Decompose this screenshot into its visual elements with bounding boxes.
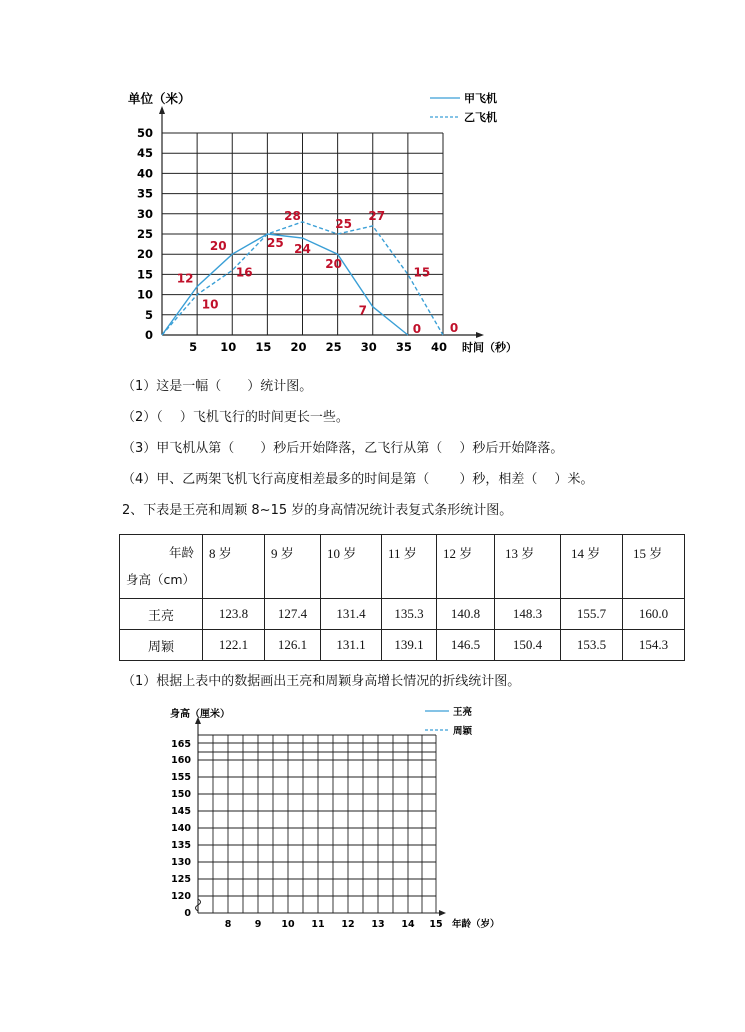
y-tick-label: 0: [184, 908, 191, 919]
y-tick-label: 150: [171, 789, 191, 800]
y-tick-label: 125: [171, 874, 191, 885]
data-label: 27: [368, 208, 386, 223]
x-tick-label: 8: [224, 919, 232, 930]
chart-1-data-labels: [177, 209, 458, 336]
y-tick-label: 135: [171, 840, 191, 851]
x-tick-label: 10: [220, 340, 237, 354]
table-row: [120, 599, 685, 630]
age-header-11: 11 岁: [382, 535, 437, 599]
table-cell: 131.1: [321, 630, 382, 661]
chart-2-y-ticks: [171, 739, 191, 919]
data-label: 28: [284, 208, 301, 223]
x-tick-label: 15: [255, 340, 272, 354]
table-cell: 126.1: [265, 630, 321, 661]
age-header-10: 10 岁: [321, 535, 382, 599]
y-tick-label: 5: [144, 307, 153, 322]
data-label: 24: [294, 242, 311, 257]
table-cell: 148.3: [495, 599, 561, 630]
y-tick-label: 25: [136, 227, 153, 241]
table-cell: 150.4: [495, 630, 561, 661]
x-tick-label: 9: [254, 919, 262, 930]
y-tick-label: 160: [171, 755, 191, 766]
corner-label-age: 年龄: [168, 545, 194, 560]
x-tick-label: 20: [290, 340, 307, 354]
table-cell: 131.4: [321, 599, 382, 630]
age-header-12: 12 岁: [437, 535, 495, 599]
table-cell: 127.4: [265, 599, 321, 630]
y-tick-label: 10: [136, 287, 153, 302]
series-line-jia: [162, 234, 408, 335]
x-tick-label: 10: [281, 919, 295, 930]
sub-question-1: （1）根据上表中的数据画出王亮和周颖身高增长情况的折线统计图。: [122, 674, 521, 689]
x-tick-label: 30: [360, 340, 377, 354]
height-table: [119, 534, 685, 661]
x-tick-label: 25: [325, 340, 342, 354]
legend-label-wang: 王亮: [453, 707, 473, 718]
table-cell: 135.3: [382, 599, 437, 630]
y-tick-label: 30: [136, 206, 153, 221]
x-tick-label: 15: [429, 919, 443, 930]
x-tick-label: 35: [395, 340, 412, 354]
y-tick-label: 145: [171, 806, 191, 817]
table-cell: 154.3: [623, 630, 685, 661]
y-tick-label: 40: [136, 166, 153, 181]
x-tick-label: 40: [430, 340, 448, 354]
chart-2-x-arrow: [439, 910, 446, 916]
question-3: （3）甲飞机从第（ ）秒后开始降落，乙飞行从第（ ）秒后开始降落。: [122, 441, 564, 456]
chart-2-grid: [198, 735, 436, 913]
y-tick-label: 50: [136, 126, 153, 140]
y-tick-label: 0: [144, 328, 153, 342]
data-label: 10: [201, 297, 219, 312]
y-tick-label: 45: [136, 146, 153, 161]
legend-label-zhou: 周颖: [453, 726, 473, 737]
y-tick-label: 120: [171, 891, 191, 902]
section-2-heading: 2、下表是王亮和周颖 8~15 岁的身高情况统计表复式条形统计图。: [122, 503, 513, 518]
chart-2-y-title: 身高（厘米）: [170, 709, 230, 720]
legend-label-yi: 乙飞机: [464, 111, 497, 124]
table-cell: 146.5: [437, 630, 495, 661]
table-cell: 122.1: [203, 630, 265, 661]
legend-label-jia: 甲飞机: [464, 92, 497, 105]
table-cell: 160.0: [623, 599, 685, 630]
table-corner-cell: [120, 535, 203, 599]
x-tick-label: 13: [371, 919, 385, 930]
chart-1-x-title: 时间（秒）: [462, 341, 517, 354]
question-1: （1）这是一幅（ ）统计图。: [122, 379, 313, 394]
data-label: 16: [235, 265, 253, 280]
chart-2: [0, 695, 745, 945]
y-tick-label: 140: [171, 823, 191, 834]
table-cell: 140.8: [437, 599, 495, 630]
data-label: 0: [412, 322, 422, 336]
table-cell: 153.5: [561, 630, 623, 661]
chart-2-legend: [425, 706, 473, 737]
y-tick-label: 20: [136, 247, 153, 262]
table-cell: 123.8: [203, 599, 265, 630]
chart-1-legend: [430, 91, 497, 124]
x-tick-label: 14: [401, 919, 415, 930]
y-tick-label: 35: [136, 186, 153, 201]
chart-1-y-arrow: [159, 106, 165, 114]
y-tick-label: 130: [171, 857, 191, 868]
age-header-13: 13 岁: [495, 535, 561, 599]
chart-2-x-ticks: [225, 919, 443, 930]
data-label: 20: [325, 257, 342, 272]
chart-1-x-ticks: [189, 340, 447, 354]
x-tick-label: 12: [341, 919, 355, 930]
data-label: 12: [176, 271, 194, 286]
x-tick-label: 5: [189, 340, 198, 354]
row-name-zhou: 周颖: [120, 630, 203, 661]
question-2: （2）（ ）飞机飞行的时间更长一些。: [122, 410, 349, 425]
data-label: 25: [267, 236, 284, 250]
y-tick-label: 155: [171, 772, 191, 783]
table-header-row: [120, 535, 685, 599]
y-tick-label: 15: [136, 267, 153, 282]
age-header-8: 8 岁: [203, 535, 265, 599]
x-tick-label: 11: [311, 919, 325, 930]
data-label: 7: [358, 303, 367, 318]
age-header-9: 9 岁: [265, 535, 321, 599]
data-label: 0: [449, 321, 459, 335]
table-row: [120, 630, 685, 661]
age-header-14: 14 岁: [561, 535, 623, 599]
table-cell: 139.1: [382, 630, 437, 661]
question-4: （4）甲、乙两架飞机飞行高度相差最多的时间是第（ ）秒，相差（ ）米。: [122, 472, 594, 487]
y-tick-label: 165: [171, 739, 191, 750]
table-cell: 155.7: [561, 599, 623, 630]
age-header-15: 15 岁: [623, 535, 685, 599]
chart-2-x-title: 年龄（岁）: [452, 919, 500, 930]
chart-1: [0, 0, 745, 370]
data-label: 25: [335, 217, 352, 231]
data-label: 20: [209, 239, 227, 254]
corner-label-height: 身高（cm）: [126, 572, 196, 587]
chart-1-x-arrow: [476, 332, 484, 338]
chart-1-y-title: 单位（米）: [128, 91, 191, 106]
chart-1-y-ticks: [137, 126, 153, 342]
data-label: 15: [413, 265, 431, 280]
row-name-wang: 王亮: [120, 599, 203, 630]
